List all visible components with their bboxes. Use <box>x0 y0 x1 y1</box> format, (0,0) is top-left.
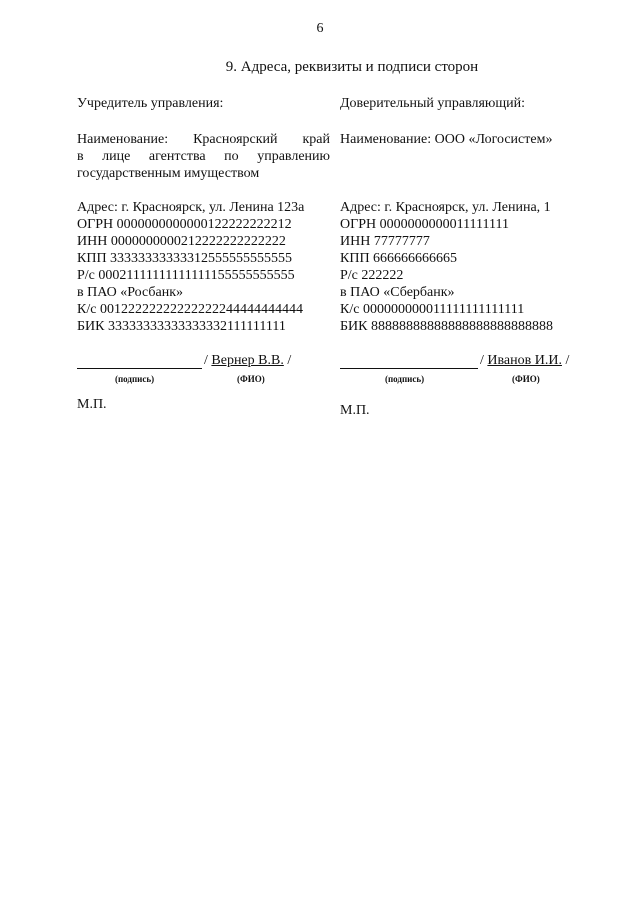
trustee-bik: БИК 88888888888888888888888888 <box>340 319 553 334</box>
founder-signature-blank <box>77 354 202 369</box>
trustee-bank: в ПАО «Сбербанк» <box>340 285 455 300</box>
trustee-caption-signature: (подпись) <box>385 374 425 384</box>
sign-prefix: / <box>204 353 208 368</box>
trustee-signer-name: Иванов И.И. <box>487 353 562 368</box>
founder-name-line: Наименование: Красноярский край <box>77 132 330 147</box>
founder-caption-fio: (ФИО) <box>237 374 265 384</box>
trustee-address: Адрес: г. Красноярск, ул. Ленина, 1 <box>340 200 551 215</box>
trustee-stamp: М.П. <box>340 403 370 418</box>
trustee-kpp: КПП 666666666665 <box>340 251 458 266</box>
founder-account: Р/с 00021111111111111155555555555 <box>77 268 295 283</box>
founder-name-line: в лице агентства по управлению <box>77 149 330 164</box>
trustee-heading: Доверительный управляющий: <box>340 96 526 111</box>
founder-corr-account: К/с 00122222222222222244444444444 <box>77 302 303 317</box>
founder-inn: ИНН 0000000000212222222222222 <box>77 234 286 249</box>
trustee-account: Р/с 222222 <box>340 268 404 283</box>
founder-heading: Учредитель управления: <box>77 96 224 111</box>
trustee-signature-blank <box>340 354 478 369</box>
founder-ogrn: ОГРН 0000000000000122222222212 <box>77 217 292 232</box>
sign-prefix: / <box>480 353 484 368</box>
trustee-corr-account: К/с 000000000011111111111111 <box>340 302 525 317</box>
trustee-name-block <box>340 131 580 148</box>
trustee-inn: ИНН 77777777 <box>340 234 430 249</box>
trustee-requisites <box>340 199 553 335</box>
founder-bank: в ПАО «Росбанк» <box>77 285 184 300</box>
section-title: 9. Адреса, реквизиты и подписи сторон <box>225 59 479 75</box>
founder-bik: БИК 33333333333333332111111111 <box>77 319 286 334</box>
founder-stamp: М.П. <box>77 397 107 412</box>
founder-address: Адрес: г. Красноярск, ул. Ленина 123а <box>77 200 305 215</box>
page-number: 6 <box>316 21 324 36</box>
sign-suffix: / <box>565 353 570 368</box>
trustee-ogrn: ОГРН 0000000000011111111 <box>340 217 509 232</box>
sign-suffix: / <box>287 353 292 368</box>
founder-name-line: государственным имуществом <box>77 166 260 181</box>
founder-kpp: КПП 33333333333312555555555555 <box>77 251 293 266</box>
trustee-caption-fio: (ФИО) <box>512 374 540 384</box>
founder-signer-name: Вернер В.В. <box>211 353 284 368</box>
founder-signature-line <box>77 352 291 369</box>
founder-caption-signature: (подпись) <box>115 374 155 384</box>
founder-name-block <box>77 131 330 182</box>
trustee-signature-line <box>340 352 569 369</box>
founder-requisites <box>77 199 304 335</box>
trustee-name-line: Наименование: ООО «Логосистем» <box>340 132 553 147</box>
